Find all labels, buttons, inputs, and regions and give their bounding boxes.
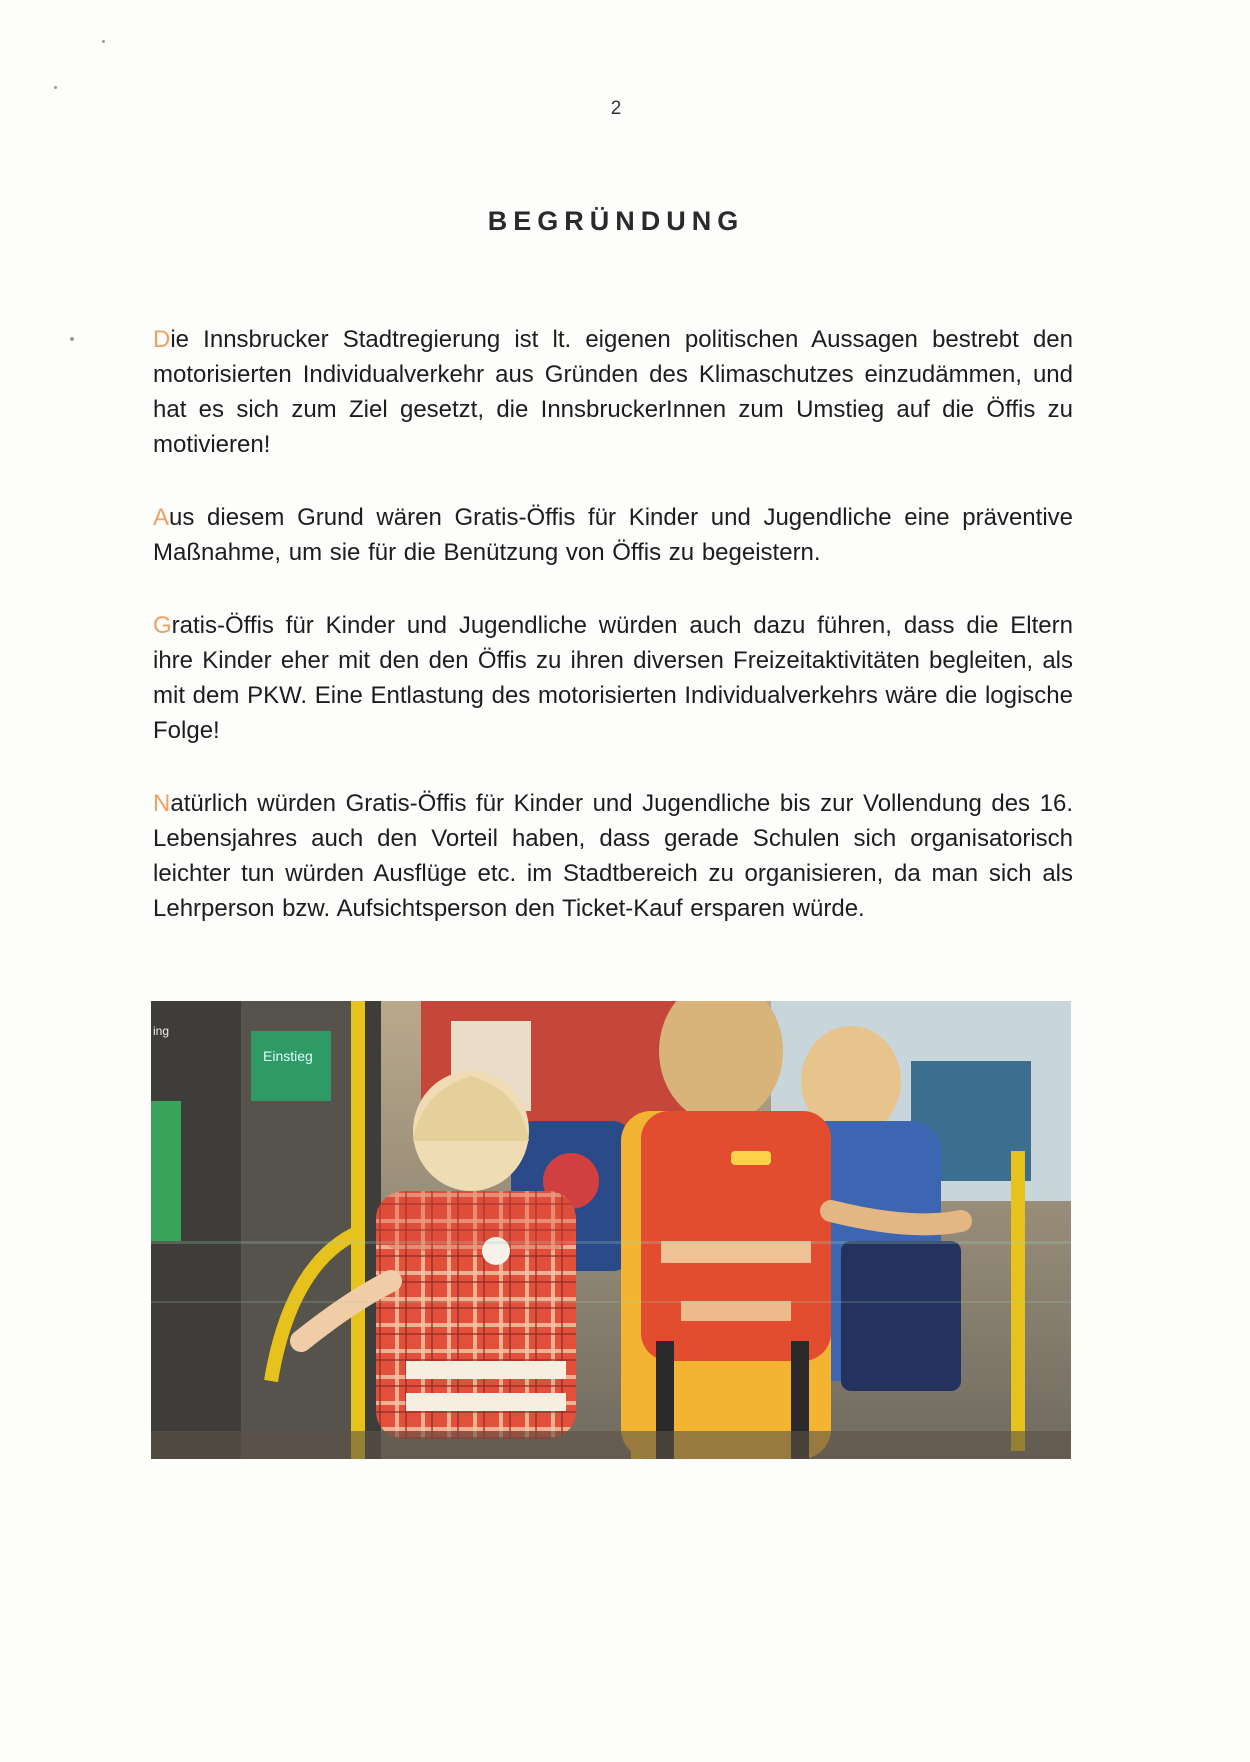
paragraph-initial: A [153, 504, 170, 531]
photo-illustration [151, 1001, 1071, 1459]
photo-corner-text: ing [153, 1024, 170, 1038]
page-title: BEGRÜNDUNG [487, 206, 745, 236]
entry-sign-icon [251, 1031, 331, 1101]
body-text [153, 322, 1073, 964]
paragraph-initial: D [153, 326, 171, 353]
paragraph-1 [153, 322, 1073, 462]
paragraph-initial: N [153, 790, 171, 817]
green-sign-icon [151, 1101, 181, 1241]
page-number: 2 [610, 98, 622, 119]
paragraph-3 [153, 608, 1073, 748]
scan-speck [70, 337, 74, 341]
paragraph-initial: G [153, 612, 172, 639]
paragraph-text: us diesem Grund wären Gratis-Öffis für Kinder und Jugendliche eine präventive Maßnahme, um sie für die Benützung von Öffis zu begeistern. [153, 504, 1073, 566]
paragraph-2 [153, 500, 1073, 570]
paragraph-text: atürlich würden Gratis-Öffis für Kinder und Jugendliche bis zur Vollendung des 16. Lebensjahres auch den Vorteil haben, dass gerade Schulen sich organisatorisch leichter tun würden Ausflüge etc. im Stadtbereich zu organisieren, da man sich als Lehrperson bzw. Aufsichtsperson den Ticket-Kauf ersparen würde. [153, 790, 1073, 922]
children-boarding-bus-photo [151, 1001, 1071, 1459]
scan-speck [102, 40, 105, 43]
scan-speck [54, 86, 57, 89]
paragraph-text: ie Innsbrucker Stadtregierung ist lt. eigenen politischen Aussagen bestrebt den motorisierten Individualverkehr aus Gründen des Klimaschutzes einzudämmen, und hat es sich zum Ziel gesetzt, die InnsbruckerInnen zum Umstieg auf die Öffis zu motivieren! [153, 326, 1073, 458]
entry-sign-text: Einstieg [263, 1048, 313, 1064]
paragraph-text: ratis-Öffis für Kinder und Jugendliche würden auch dazu führen, dass die Eltern ihre Kinder eher mit den den Öffis zu ihren diversen Freizeitaktivitäten begleiten, als mit dem PKW. Eine Entlastung des motorisierten Individualverkehrs wäre die logische Folge! [153, 612, 1073, 744]
paragraph-4 [153, 786, 1073, 926]
